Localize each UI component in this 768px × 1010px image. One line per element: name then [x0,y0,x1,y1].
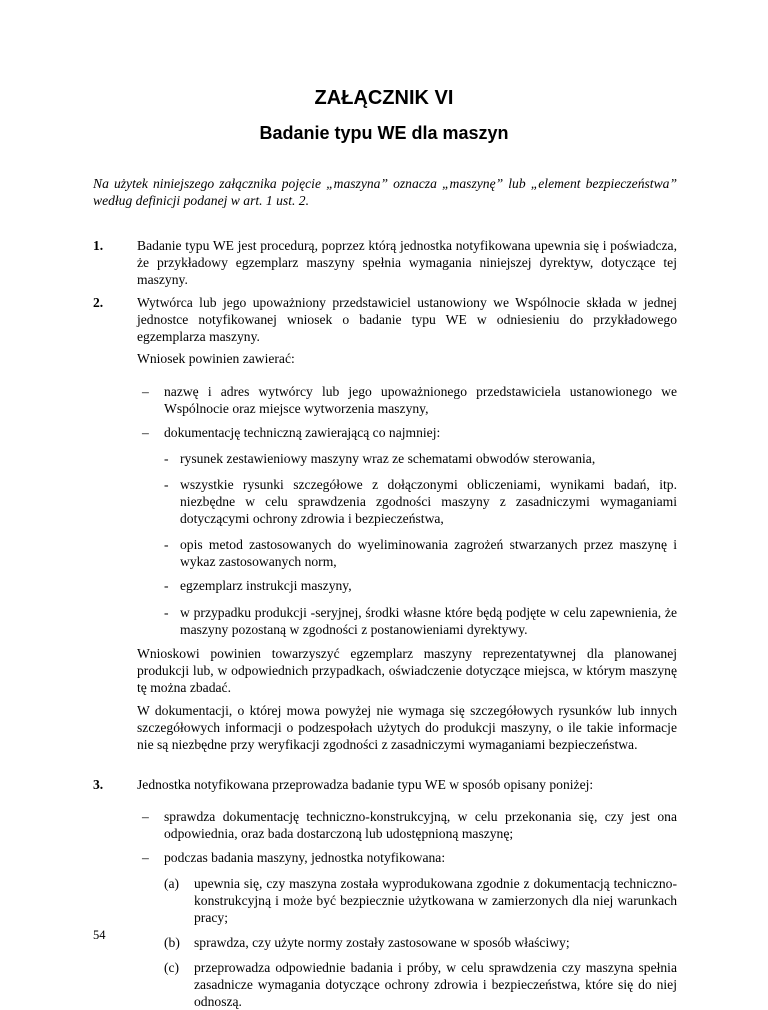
section-2-sub-5: w przypadku produkcji -seryjnej, środki własne które będą podjęte w celu zapewnienia, że maszyny pozostaną w zgodności z postanowieniami dyrektywy. [180,605,677,637]
section-2-paragraph-3: W dokumentacji, o której mowa powyżej nie wymaga się szczegółowych rysunków lub innych szczegółowych informacji o podzespołach użytych do produkcji maszyny, o ile takie informacje nie są niezbędne przy weryfikacji zgodności z zasadniczymi wymaganiami bezpieczeństwa. [137,703,677,752]
sub-dash-marker: - [164,578,169,593]
sub-dash-marker: - [164,477,169,492]
dash-marker: – [142,384,149,399]
dash-marker: – [142,809,149,824]
item-a-text: upewnia się, czy maszyna została wyprodukowana zgodnie z dokumentacją techniczno-konstrukcyjną i może być bezpiecznie użytkowana w zamierzonych dla niej warunkach pracy; [194,876,677,925]
section-3-dash-1: sprawdza dokumentację techniczno-konstrukcyjną, w celu przekonania się, czy jest ona odpowiednia, oraz bada dostarczoną lub udostępnioną maszynę; [164,809,677,841]
section-2-text: Wytwórca lub jego upoważniony przedstawiciel ustanowiony we Wspólnocie składa w jednej jednostce notyfikowanej wniosek o badanie typu WE w odniesieniu do przykładowego egzemplarza maszyny. [137,295,677,344]
annex-title: ZAŁĄCZNIK VI [314,87,454,109]
section-2-number: 2. [93,295,104,310]
sub-dash-marker: - [164,451,169,466]
item-a-label: (a) [164,876,180,891]
section-3-dash-2: podczas badania maszyny, jednostka notyfikowana: [164,850,446,865]
section-2-paragraph-2: Wnioskowi powinien towarzyszyć egzemplarz maszyny reprezentatywnej dla planowanej produkcji lub, w odpowiednich przypadkach, oświadczenie dotyczące miejsca, w którym maszynę tę można zbadać. [137,646,677,695]
sub-dash-marker: - [164,537,169,552]
sub-dash-marker: - [164,605,169,620]
intro-paragraph: Na użytek niniejszego załącznika pojęcie „maszyna” oznacza „maszynę” lub „element bezpieczeństwa” według definicji podanej w art. 1 ust. 2. [93,176,677,208]
section-3-text: Jednostka notyfikowana przeprowadza badanie typu WE w sposób opisany poniżej: [137,777,594,792]
section-2-sub-4: egzemplarz instrukcji maszyny, [180,578,352,593]
section-1-number: 1. [93,238,104,253]
section-2-dash-1: nazwę i adres wytwórcy lub jego upoważnionego przedstawiciela ustanowionego we Wspólnocie oraz miejsce wytworzenia maszyny, [164,384,677,416]
section-2-dash-2: dokumentację techniczną zawierającą co najmniej: [164,425,441,440]
section-2-sub-3: opis metod zastosowanych do wyeliminowania zagrożeń stwarzanych przez maszynę i wykaz zastosowanych norm, [180,537,677,569]
item-b-label: (b) [164,935,180,950]
item-c-label: (c) [164,960,180,975]
item-b-text: sprawdza, czy użyte normy zostały zastosowane w sposób właściwy; [194,935,570,950]
section-2-sub-2: wszystkie rysunki szczegółowe z dołączonymi obliczeniami, wynikami badań, itp. niezbędne w celu sprawdzenia zgodności maszyny z zasadniczymi wymaganiami dotyczącymi ochrony zdrowia i bezpieczeństwa, [180,477,677,526]
item-c-text: przeprowadza odpowiednie badania i próby, w celu sprawdzenia czy maszyna spełnia zasadnicze wymagania dotyczące ochrony zdrowia i bezpieczeństwa, które się do niej odnoszą. [194,960,677,1009]
section-2-sub-1: rysunek zestawieniowy maszyny wraz ze schematami obwodów sterowania, [180,451,596,466]
annex-subtitle: Badanie typu WE dla maszyn [259,123,509,143]
section-1-text: Badanie typu WE jest procedurą, poprzez którą jednostka notyfikowana upewnia się i poświadcza, że przykładowy egzemplarz maszyny spełnia wymagania niniejszej dyrektyw, dotyczące tej maszyny. [137,238,677,287]
page-number: 54 [93,928,106,942]
section-2-lead: Wniosek powinien zawierać: [137,351,295,366]
dash-marker: – [142,425,149,440]
dash-marker: – [142,850,149,865]
section-3-number: 3. [93,777,104,792]
